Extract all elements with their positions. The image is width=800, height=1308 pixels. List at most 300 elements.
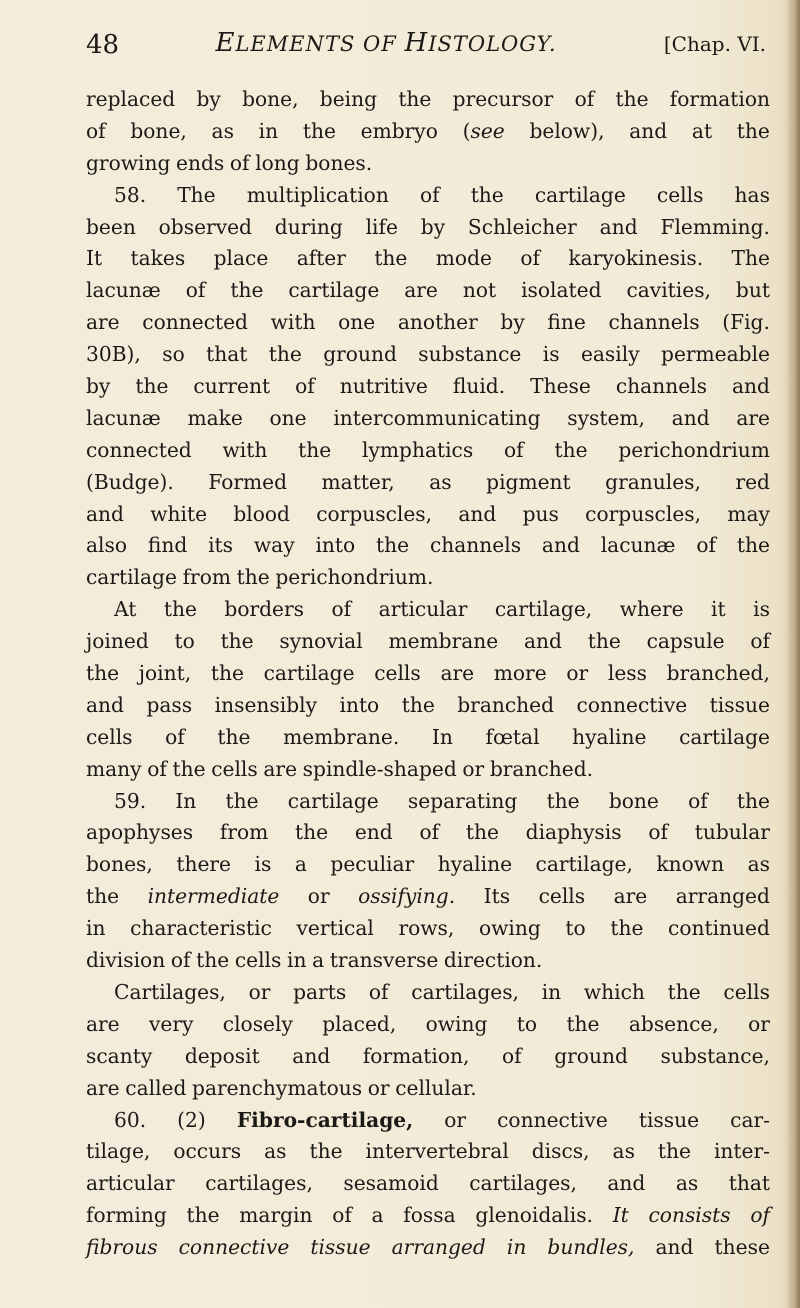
word bbox=[605, 467, 701, 499]
word bbox=[303, 116, 336, 148]
word-fragment: in bbox=[506, 1235, 527, 1260]
word bbox=[235, 945, 282, 977]
word bbox=[737, 116, 770, 148]
word bbox=[648, 1200, 730, 1232]
word-fragment: tissue bbox=[709, 692, 770, 717]
word-fragment: from bbox=[219, 820, 269, 845]
word bbox=[86, 403, 161, 435]
word-fragment: of bbox=[368, 979, 389, 1004]
word bbox=[147, 754, 167, 786]
word bbox=[148, 881, 280, 913]
word-fragment: In bbox=[431, 724, 453, 749]
word bbox=[275, 562, 433, 594]
word-fragment: cartilages, bbox=[205, 1171, 313, 1196]
word bbox=[532, 1136, 590, 1168]
word bbox=[444, 945, 542, 977]
word bbox=[376, 530, 409, 562]
text-line bbox=[86, 307, 770, 339]
word-fragment: observed bbox=[158, 214, 252, 239]
word-fragment: fluid. bbox=[452, 374, 506, 399]
word-fragment: and bbox=[731, 374, 770, 399]
word-fragment: cartilage bbox=[86, 565, 177, 590]
word-fragment: cartilage, bbox=[494, 597, 593, 622]
word bbox=[86, 817, 193, 849]
word bbox=[310, 1232, 370, 1264]
word bbox=[614, 881, 648, 913]
text-line bbox=[86, 1232, 770, 1264]
word bbox=[568, 243, 703, 275]
word bbox=[242, 84, 298, 116]
word-fragment: in bbox=[86, 916, 106, 941]
word-fragment: system, bbox=[567, 405, 645, 430]
word bbox=[753, 594, 770, 626]
word bbox=[177, 1105, 206, 1137]
word bbox=[206, 339, 247, 371]
page-number: 48 bbox=[86, 30, 120, 60]
word bbox=[660, 212, 770, 244]
word bbox=[114, 786, 146, 818]
word-fragment: in bbox=[541, 979, 562, 1004]
word-fragment: there bbox=[176, 852, 231, 877]
text-line bbox=[86, 339, 770, 371]
word bbox=[458, 499, 496, 531]
word-fragment: joined bbox=[86, 629, 149, 654]
word bbox=[295, 371, 315, 403]
word-fragment: tissue bbox=[310, 1235, 371, 1260]
word-fragment: ends bbox=[176, 150, 225, 175]
word-fragment: scanty bbox=[86, 1043, 153, 1068]
word-fragment: lymphatics bbox=[362, 437, 474, 462]
word bbox=[374, 243, 407, 275]
word-fragment: in bbox=[287, 948, 307, 973]
text-line bbox=[86, 690, 770, 722]
word bbox=[629, 116, 667, 148]
word-fragment: cartilages, bbox=[469, 1171, 577, 1196]
word bbox=[600, 212, 638, 244]
word-fragment: fœtal bbox=[485, 724, 540, 749]
word bbox=[130, 116, 186, 148]
word-fragment: insensibly bbox=[214, 692, 317, 717]
word-fragment: perichondrium. bbox=[275, 565, 434, 590]
word-fragment: arranged bbox=[675, 884, 770, 909]
word bbox=[358, 881, 455, 913]
word bbox=[668, 977, 701, 1009]
text-line bbox=[86, 243, 770, 275]
word-fragment: of bbox=[229, 150, 250, 175]
text-line bbox=[86, 1041, 770, 1073]
word bbox=[575, 84, 595, 116]
word bbox=[676, 881, 770, 913]
word bbox=[607, 1168, 645, 1200]
word bbox=[338, 307, 375, 339]
word bbox=[695, 817, 770, 849]
word bbox=[86, 212, 136, 244]
word bbox=[114, 977, 226, 1009]
word-fragment: embryo bbox=[360, 118, 438, 143]
word bbox=[150, 499, 207, 531]
word-fragment: these bbox=[714, 1235, 770, 1260]
word bbox=[676, 1168, 698, 1200]
text-line bbox=[86, 371, 770, 403]
word bbox=[530, 371, 591, 403]
word-fragment: end bbox=[354, 820, 393, 845]
word bbox=[475, 1200, 593, 1232]
word bbox=[86, 371, 110, 403]
word bbox=[86, 562, 177, 594]
word-fragment: the bbox=[374, 246, 408, 271]
word-fragment: or bbox=[566, 661, 589, 686]
word-fragment: of bbox=[419, 182, 440, 207]
word bbox=[660, 1041, 769, 1073]
word bbox=[175, 626, 195, 658]
word bbox=[322, 467, 395, 499]
word-fragment: has bbox=[734, 182, 770, 207]
word bbox=[86, 116, 106, 148]
word bbox=[330, 945, 438, 977]
word-fragment: channels bbox=[429, 533, 522, 558]
text-line bbox=[86, 1168, 770, 1200]
word-fragment: the bbox=[546, 788, 580, 813]
word bbox=[86, 307, 120, 339]
word bbox=[148, 530, 187, 562]
word-fragment: the bbox=[135, 374, 169, 399]
word-fragment: with bbox=[222, 437, 268, 462]
word bbox=[667, 658, 770, 690]
word bbox=[463, 116, 505, 148]
text-line bbox=[86, 1009, 770, 1041]
word-fragment: more bbox=[493, 661, 547, 686]
text-line bbox=[86, 530, 770, 562]
word-fragment: below), bbox=[529, 118, 605, 143]
word-fragment: diaphysis bbox=[525, 820, 622, 845]
word bbox=[255, 849, 272, 881]
word-fragment: sesamoid bbox=[343, 1171, 439, 1196]
word bbox=[656, 1232, 694, 1264]
word bbox=[269, 339, 302, 371]
word bbox=[418, 339, 521, 371]
word bbox=[374, 658, 421, 690]
word bbox=[392, 1232, 486, 1264]
word-fragment: of bbox=[86, 118, 106, 143]
word bbox=[233, 499, 290, 531]
word-fragment: at bbox=[691, 118, 713, 143]
word-fragment: the bbox=[309, 1139, 343, 1164]
word-fragment: cells bbox=[538, 884, 586, 909]
word bbox=[539, 881, 586, 913]
word-fragment: and bbox=[524, 629, 562, 654]
word-fragment: into bbox=[339, 692, 380, 717]
word bbox=[566, 658, 588, 690]
word bbox=[736, 403, 770, 435]
word-fragment: the bbox=[236, 565, 270, 590]
text-line bbox=[86, 594, 770, 626]
word-fragment: and bbox=[86, 692, 124, 717]
word bbox=[173, 754, 206, 786]
word bbox=[554, 435, 587, 467]
word-fragment: branched. bbox=[489, 756, 594, 781]
word-fragment: the bbox=[610, 916, 644, 941]
text-line bbox=[86, 180, 770, 212]
word-fragment: and bbox=[599, 214, 638, 239]
word-fragment: precursor bbox=[452, 87, 554, 111]
word bbox=[429, 467, 451, 499]
word-fragment: is bbox=[542, 342, 560, 367]
word-fragment: ground bbox=[554, 1043, 628, 1068]
word bbox=[440, 658, 474, 690]
word-fragment: (Budge). bbox=[86, 469, 174, 494]
word-fragment: 60. bbox=[114, 1107, 147, 1132]
text-line bbox=[86, 116, 770, 148]
word-fragment: Its bbox=[483, 884, 511, 909]
word bbox=[398, 307, 478, 339]
word bbox=[608, 307, 699, 339]
word bbox=[526, 817, 622, 849]
word-fragment: spindle-shaped bbox=[302, 756, 457, 781]
word-fragment: Formed bbox=[208, 469, 288, 494]
word bbox=[224, 594, 304, 626]
word-fragment: margin bbox=[239, 1203, 313, 1228]
word-fragment: another bbox=[397, 310, 478, 335]
word-fragment: and bbox=[655, 1235, 694, 1260]
word bbox=[315, 530, 355, 562]
word-fragment: it bbox=[711, 597, 726, 622]
word-fragment: the bbox=[172, 756, 206, 781]
word-fragment: of bbox=[688, 788, 708, 813]
word-fragment: that bbox=[728, 1171, 770, 1196]
word-fragment: of bbox=[185, 278, 206, 303]
word-fragment: to bbox=[516, 1011, 538, 1036]
word-fragment: a bbox=[294, 852, 307, 877]
word bbox=[554, 1041, 628, 1073]
word bbox=[86, 339, 141, 371]
word-fragment: Cartilages, bbox=[114, 979, 226, 1004]
word-fragment: and bbox=[86, 501, 124, 526]
word-fragment: its bbox=[208, 533, 234, 558]
word-fragment: membrane bbox=[388, 629, 499, 654]
word-fragment: the bbox=[566, 1011, 600, 1036]
word bbox=[333, 403, 540, 435]
word bbox=[125, 1073, 186, 1105]
word bbox=[609, 786, 659, 818]
word bbox=[727, 499, 770, 531]
word bbox=[543, 339, 560, 371]
text-line bbox=[86, 945, 770, 977]
word-fragment: cells bbox=[86, 724, 133, 749]
text-line bbox=[86, 84, 770, 116]
word bbox=[520, 243, 540, 275]
word bbox=[536, 849, 633, 881]
word-fragment: connective bbox=[178, 1235, 290, 1260]
word bbox=[398, 84, 431, 116]
word bbox=[192, 1073, 362, 1105]
word bbox=[395, 1073, 477, 1105]
word bbox=[86, 945, 165, 977]
word bbox=[239, 1200, 312, 1232]
word-fragment: white bbox=[150, 501, 208, 526]
word-fragment: replaced bbox=[86, 87, 176, 111]
word-fragment: during bbox=[274, 214, 343, 239]
word bbox=[305, 148, 372, 180]
word-fragment: These bbox=[530, 374, 591, 399]
word-fragment: rows, bbox=[398, 916, 455, 941]
word bbox=[149, 1009, 193, 1041]
word bbox=[500, 307, 524, 339]
word bbox=[547, 307, 585, 339]
word-fragment: the bbox=[401, 692, 435, 717]
word bbox=[495, 594, 592, 626]
word bbox=[457, 690, 554, 722]
chapter-label: [Chap. VI. bbox=[663, 32, 766, 56]
word-fragment: substance, bbox=[660, 1043, 770, 1068]
word-fragment: takes bbox=[130, 246, 186, 271]
word-fragment: tilage, bbox=[86, 1139, 151, 1164]
word bbox=[173, 1136, 241, 1168]
word bbox=[131, 243, 186, 275]
word bbox=[469, 1168, 577, 1200]
word bbox=[86, 243, 102, 275]
word bbox=[618, 435, 770, 467]
text-line bbox=[86, 881, 770, 913]
word-fragment: the bbox=[225, 788, 259, 813]
word-fragment: of bbox=[574, 87, 595, 111]
word bbox=[312, 945, 324, 977]
word bbox=[230, 148, 250, 180]
word-fragment: bone, bbox=[130, 118, 187, 143]
word-fragment: vertical bbox=[296, 916, 374, 941]
word bbox=[588, 626, 621, 658]
word bbox=[212, 116, 234, 148]
word bbox=[186, 275, 206, 307]
word bbox=[171, 945, 191, 977]
word bbox=[142, 307, 248, 339]
word bbox=[723, 977, 770, 1009]
word-fragment: arranged bbox=[391, 1235, 486, 1260]
text-line bbox=[86, 658, 770, 690]
word bbox=[567, 403, 645, 435]
word bbox=[283, 722, 399, 754]
word bbox=[165, 722, 185, 754]
word bbox=[86, 754, 142, 786]
word-fragment: the bbox=[554, 437, 588, 462]
word-fragment: as bbox=[612, 1139, 635, 1164]
word-fragment: in bbox=[258, 118, 279, 143]
word bbox=[490, 754, 593, 786]
word-fragment: the bbox=[398, 87, 432, 111]
word-fragment: the bbox=[217, 724, 251, 749]
word-fragment: are bbox=[613, 884, 648, 909]
word-fragment: one bbox=[269, 405, 307, 430]
word-fragment: cells bbox=[234, 948, 282, 973]
word bbox=[220, 817, 268, 849]
word-fragment: or bbox=[748, 1011, 770, 1036]
word-fragment: bones. bbox=[305, 150, 373, 175]
word bbox=[581, 339, 640, 371]
word-fragment: tubular bbox=[694, 820, 770, 845]
word-fragment: channels bbox=[615, 374, 707, 399]
word-fragment: but bbox=[735, 278, 770, 303]
word-fragment: deposit bbox=[184, 1043, 260, 1068]
word-fragment: Flemming. bbox=[660, 214, 770, 239]
word bbox=[230, 275, 263, 307]
word bbox=[86, 626, 149, 658]
word bbox=[86, 275, 161, 307]
word bbox=[86, 1041, 152, 1073]
word-fragment: placed, bbox=[322, 1011, 397, 1036]
word bbox=[486, 467, 571, 499]
word bbox=[187, 403, 242, 435]
word-fragment: may bbox=[727, 501, 770, 526]
word-fragment: cartilages, bbox=[411, 979, 519, 1004]
word-fragment: long bbox=[255, 150, 300, 175]
word-fragment: inter- bbox=[713, 1139, 770, 1164]
word bbox=[320, 84, 377, 116]
word bbox=[463, 275, 496, 307]
word bbox=[323, 339, 397, 371]
word-fragment: the bbox=[736, 118, 770, 143]
word-fragment: find bbox=[147, 533, 188, 558]
word bbox=[466, 817, 499, 849]
word-fragment: cartilage bbox=[288, 278, 380, 303]
word bbox=[343, 1168, 438, 1200]
word bbox=[288, 275, 379, 307]
word-fragment: known bbox=[656, 852, 725, 877]
word-fragment: direction. bbox=[443, 948, 543, 973]
word-fragment: fossa bbox=[403, 1203, 456, 1228]
word bbox=[402, 690, 435, 722]
word bbox=[259, 116, 278, 148]
word-fragment: ( bbox=[462, 118, 471, 143]
word bbox=[529, 116, 604, 148]
word bbox=[205, 1168, 313, 1200]
word-fragment: cavities, bbox=[626, 278, 711, 303]
word-fragment: and bbox=[629, 118, 668, 143]
running-title-rest-1: LEMENTS OF bbox=[235, 32, 405, 56]
word bbox=[372, 1200, 384, 1232]
running-header bbox=[86, 28, 766, 62]
word-fragment: not bbox=[462, 278, 497, 303]
word bbox=[86, 530, 127, 562]
word-fragment: as bbox=[429, 469, 452, 494]
word bbox=[86, 1009, 120, 1041]
word bbox=[565, 913, 585, 945]
word-fragment: see bbox=[470, 118, 505, 143]
word bbox=[657, 180, 704, 212]
word-fragment: so bbox=[162, 342, 185, 367]
word bbox=[332, 594, 352, 626]
word-fragment: as bbox=[675, 1171, 699, 1196]
word bbox=[732, 243, 770, 275]
word-fragment: hyaline bbox=[437, 852, 513, 877]
word-fragment: intervertebral bbox=[365, 1139, 509, 1164]
word-fragment: very bbox=[149, 1011, 194, 1036]
word bbox=[735, 467, 770, 499]
word bbox=[601, 530, 676, 562]
word-fragment: as bbox=[747, 852, 770, 877]
word-fragment: lacunæ bbox=[86, 405, 161, 430]
word bbox=[365, 1136, 508, 1168]
word bbox=[696, 530, 716, 562]
word-fragment: is bbox=[254, 852, 272, 877]
word bbox=[379, 594, 468, 626]
word-fragment: or bbox=[307, 884, 330, 909]
word-fragment: place bbox=[213, 246, 269, 271]
word bbox=[421, 212, 445, 244]
word bbox=[613, 1200, 629, 1232]
word-fragment: car- bbox=[730, 1107, 770, 1132]
word bbox=[497, 1105, 608, 1137]
word-fragment: the bbox=[220, 629, 254, 654]
word bbox=[661, 339, 770, 371]
